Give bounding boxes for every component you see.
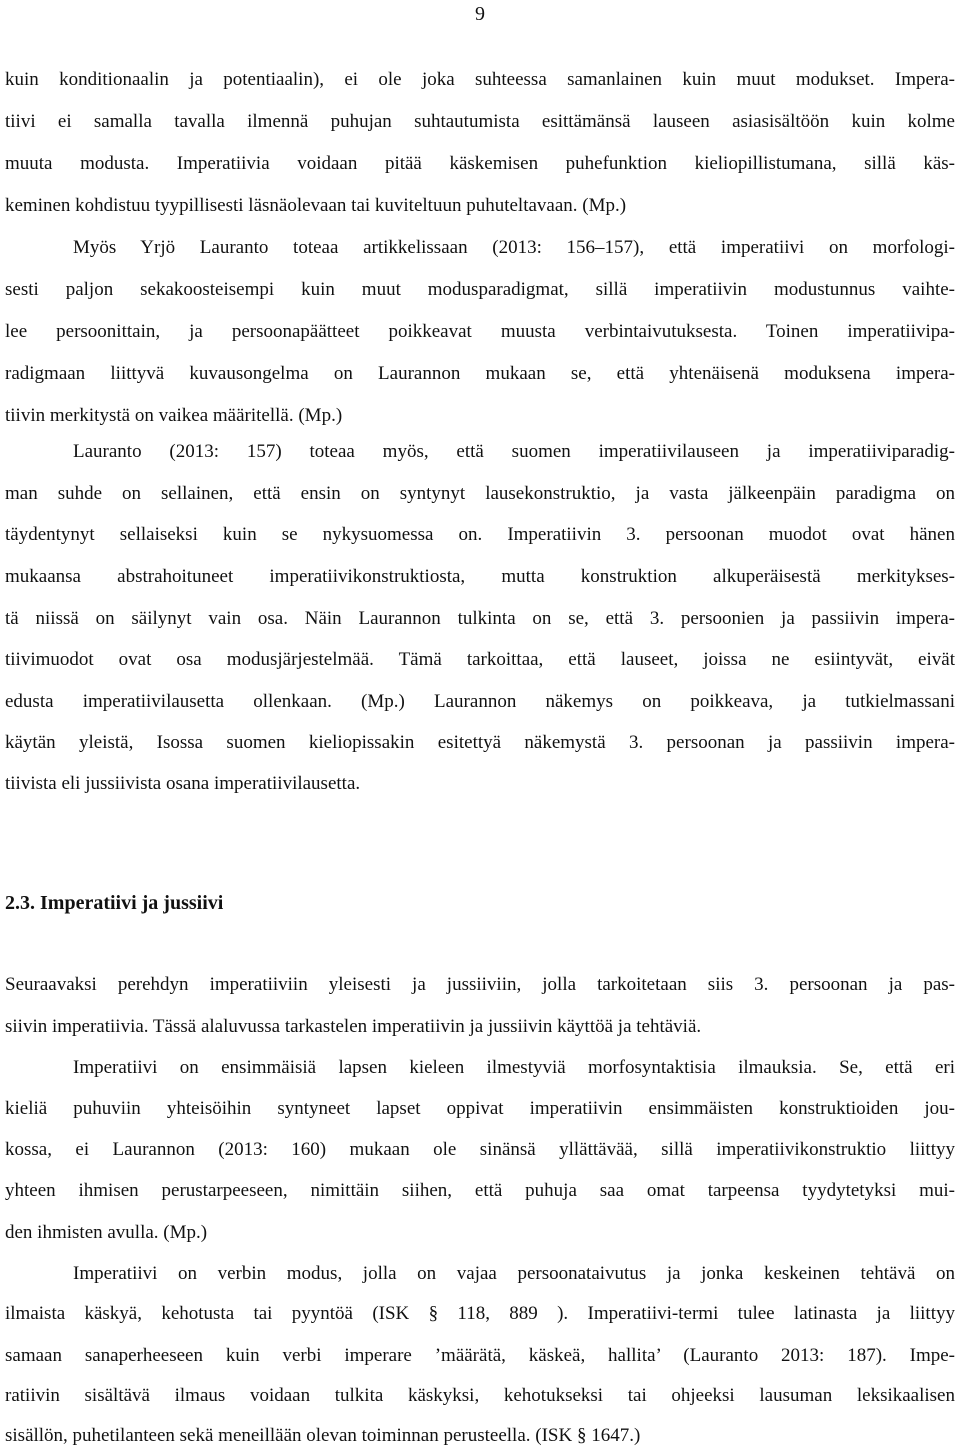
body-line: man suhde on sellainen, että ensin on syntynyt lausekonstruktio, ja vasta jälkeenpäin paradigma on — [5, 483, 955, 504]
body-line: Imperatiivi on ensimmäisiä lapsen kieleen ilmestyviä morfosyntaktisia ilmauksia. Se, että eri — [73, 1057, 955, 1078]
body-line: keminen kohdistuu tyypillisesti läsnäolevaan tai kuviteltuun puhuteltavaan. (Mp.) — [5, 195, 627, 216]
body-line: Seuraavaksi perehdyn imperatiiviin yleisesti ja jussiiviin, jolla tarkoitetaan siis 3. persoonan ja pas- — [5, 974, 955, 995]
body-line: muuta modusta. Imperatiivia voidaan pitää käskemisen puhefunktion kieliopillistumana, sillä käs- — [5, 153, 955, 174]
body-line: kossa, ei Laurannon (2013: 160) mukaan ole sinänsä yllättävää, sillä imperatiivikonstruktio liittyy — [5, 1139, 955, 1160]
body-line: Myös Yrjö Lauranto toteaa artikkelissaan (2013: 156–157), että imperatiivi on morfologi- — [73, 237, 955, 258]
body-line: kieliä puhuviin yhteisöihin syntyneet lapset oppivat imperatiivin ensimmäisten konstruktioiden jou- — [5, 1098, 955, 1119]
body-line: Imperatiivi on verbin modus, jolla on vajaa persoonataivutus ja jonka keskeinen tehtävä on — [73, 1263, 955, 1284]
body-line: ratiivin sisältävä ilmaus voidaan tulkita käskyksi, kehotukseksi tai ohjeeksi lausuman leksikaalisen — [5, 1385, 955, 1406]
body-line: tiivi ei samalla tavalla ilmennä puhujan suhtautumista esittämänsä lauseen asiasisältöön kuin kolme — [5, 111, 955, 132]
body-line: Lauranto (2013: 157) toteaa myös, että suomen imperatiivilauseen ja imperatiiviparadig- — [73, 441, 955, 462]
body-line: den ihmisten avulla. (Mp.) — [5, 1222, 208, 1243]
body-line: käytän yleistä, Isossa suomen kieliopissakin esitettyä näkemystä 3. persoonan ja passiivin impera- — [5, 732, 955, 753]
body-line: mukaansa abstrahoituneet imperatiivikonstruktiosta, mutta konstruktion alkuperäisestä merkitykses- — [5, 566, 955, 587]
body-line: sisällön, puhetilanteen sekä meneillään olevan toiminnan perusteella. (ISK § 1647.) — [5, 1425, 641, 1446]
body-line: edusta imperatiivilausetta ollenkaan. (Mp.) Laurannon näkemys on poikkeava, ja tutkielmassani — [5, 691, 955, 712]
body-line: tiivimuodot ovat osa modusjärjestelmää. Tämä tarkoittaa, että lauseet, joissa ne esiintyvät, eivät — [5, 649, 955, 670]
body-line: tiivista eli jussiivista osana imperatiivilausetta. — [5, 773, 361, 794]
body-line: lee persoonittain, ja persoonapäätteet poikkeavat muusta verbintaivutuksesta. Toinen imperatiivipa- — [5, 321, 955, 342]
body-line: kuin konditionaalin ja potentiaalin), ei ole joka suhteessa samanlainen kuin muut modukset. Impera- — [5, 69, 955, 90]
body-line: sesti paljon sekakoosteisempi kuin muut modusparadigmat, sillä imperatiivin modustunnus vaihte- — [5, 279, 955, 300]
body-line: yhteen ihmisen perustarpeeseen, nimittäin siihen, että puhuja saa omat tarpeensa tyydytetyksi mui- — [5, 1180, 955, 1201]
body-line: tiivin merkitystä on vaikea määritellä. (Mp.) — [5, 405, 343, 426]
body-line: täydentynyt sellaiseksi kuin se nykysuomessa on. Imperatiivin 3. persoonan muodot ovat hänen — [5, 524, 955, 545]
body-line: samaan sanaperheeseen kuin verbi imperare ’määrätä, käskeä, hallita’ (Lauranto 2013: 187). Impe- — [5, 1345, 955, 1366]
section-heading: 2.3. Imperatiivi ja jussiivi — [5, 892, 224, 914]
body-line: ilmaista käskyä, kehotusta tai pyyntöä (ISK § 118, 889 ). Imperatiivi-termi tulee latinasta ja liittyy — [5, 1303, 955, 1324]
body-line: tä niissä on säilynyt vain osa. Näin Laurannon tulkinta on se, että 3. persoonien ja passiivin impera- — [5, 608, 955, 629]
body-line: radigmaan liittyvä kuvausongelma on Laurannon mukaan se, että yhtenäisenä moduksena impera- — [5, 363, 955, 384]
body-line: siivin imperatiivia. Tässä alaluvussa tarkastelen imperatiivin ja jussiivin käyttöä ja tehtäviä. — [5, 1016, 702, 1037]
page-number: 9 — [475, 3, 485, 25]
